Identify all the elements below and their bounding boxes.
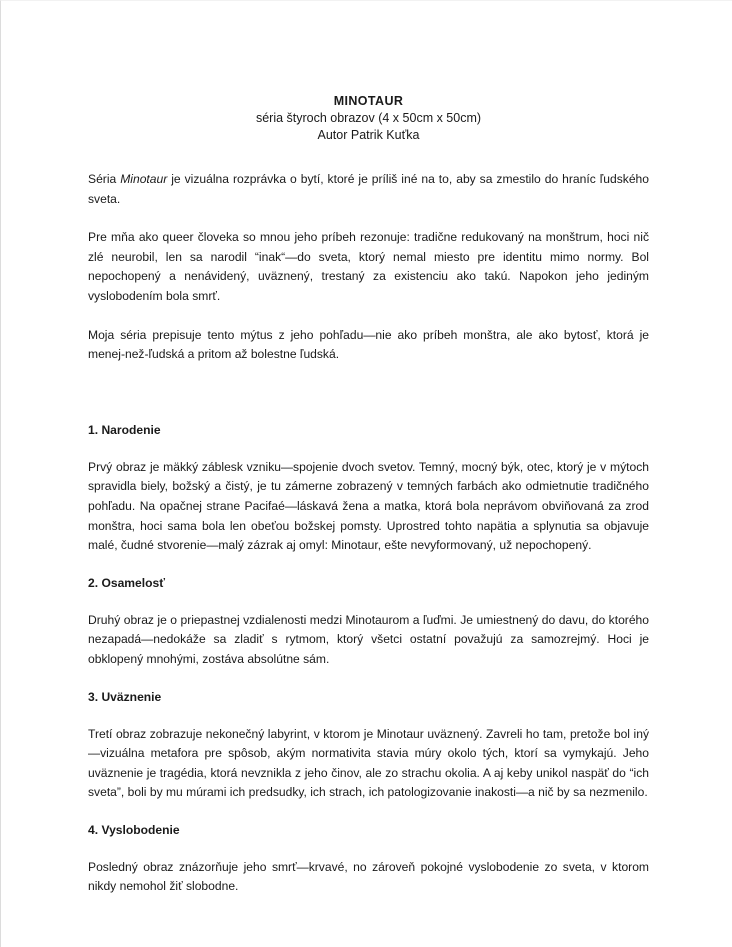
section-heading-2: 2. Osamelosť: [88, 575, 166, 590]
document-body: [88, 93, 649, 916]
intro-paragraph-3: Moja séria prepisuje tento mýtus z jeho pohľadu—nie ako príbeh monštra, ale ako bytosť, ktorá je menej-než-ľudská a pritom až bolestne ľudská.: [88, 327, 649, 362]
intro-paragraph-1: [88, 170, 649, 209]
section-heading-4: 4. Vyslobodenie: [88, 822, 180, 837]
document-author: Autor Patrik Kuťka: [317, 128, 420, 142]
series-title-italic: Minotaur: [120, 172, 168, 186]
section-osamelost: [88, 575, 649, 670]
section-vyslobodenie: [88, 822, 649, 897]
intro-paragraph-2: Pre mňa ako queer človeka so mnou jeho príbeh rezonuje: tradične redukovaný na monštrum, hoci nič zlé neurobil, len sa narodil “inak“—do sveta, ktorý nemal miesto pre identitu mimo normy. Bol nepochopený a nenávidený, uväznený, trestaný za existenciu ako takú. Napokon jeho jediným vyslobodením bola smrť.: [88, 230, 649, 303]
document-subtitle: séria štyroch obrazov (4 x 50cm x 50cm): [255, 111, 482, 125]
section-uvaznenie: [88, 689, 649, 803]
section-body-2: Druhý obraz je o priepastnej vzdialenosti medzi Minotaurom a ľuďmi. Je umiestnený do davu, do ktorého nezapadá—nedokáže sa zladiť s rytmom, ktorý všetci ostatní považujú za samozrejmý. Hoci je obklopený mnohými, zostáva absolútne sám.: [88, 612, 649, 666]
intro-p1-suffix: je vizuálna rozprávka o bytí, ktoré je príliš iné na to, aby sa zmestilo do hraníc ľudského sveta.: [88, 172, 650, 206]
section-heading-1: 1. Narodenie: [88, 422, 161, 437]
section-narodenie: [88, 422, 649, 556]
page-title: MINOTAUR: [333, 94, 404, 108]
intro-section-spacer: [88, 384, 649, 422]
section-body-1: Prvý obraz je mäkký záblesk vzniku—spojenie dvoch svetov. Temný, mocný býk, otec, ktorý je v mýtoch spravidla biely, božský a čistý, je tu zámerne zobrazený v temných farbách ako odmietnutie tradičného pohľadu. Na opačnej strane Pacifaé—láskavá žena a matka, ktorá bola neprávom obviňovaná za zrod monštra, hoci sama bola len obeťou božskej pomsty. Uprostred tohto napätia a splynutia sa objavuje malé, čudné stvorenie—malý zázrak aj omyl: Minotaur, ešte nevyformovaný, už nepochopený.: [88, 459, 649, 553]
title-block: [88, 93, 649, 144]
section-heading-3: 3. Uväznenie: [88, 689, 162, 704]
intro-p1-prefix: Séria: [88, 172, 121, 186]
section-body-3: Tretí obraz zobrazuje nekonečný labyrint, v ktorom je Minotaur uväznený. Zavreli ho tam, pretože bol iný—vizuálna metafora pre spôsob, akým normativita stavia múry okolo tých, ktorí sa vymykajú. Jeho uväznenie je tragédia, ktorá nevznikla z jeho činov, ale zo strachu okolia. A aj keby unikol naspäť do “ich sveta”, boli by mu múrami ich predsudky, ich strach, ich patologizovanie inakosti—a nič by sa nezmenilo.: [88, 726, 649, 800]
section-body-4: Posledný obraz znázorňuje jeho smrť—krvavé, no zároveň pokojné vyslobodenie zo sveta, v ktorom nikdy nemohol žiť slobodne.: [88, 859, 649, 894]
